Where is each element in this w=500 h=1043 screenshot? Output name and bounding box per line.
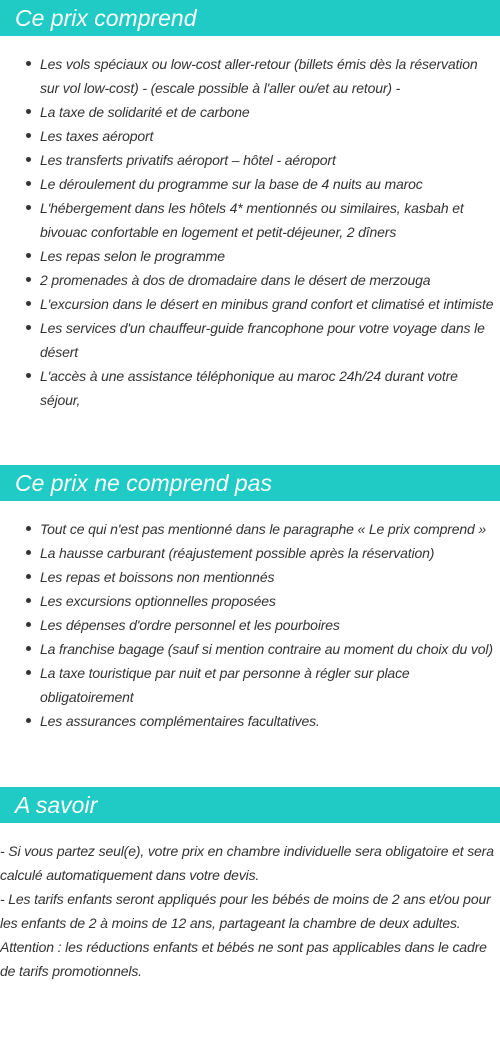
a-savoir-paragraph (0, 823, 500, 983)
list-item: Les transferts privatifs aéroport – hôtel - aéroport (0, 148, 500, 172)
list-item: Tout ce qui n'est pas mentionné dans le paragraphe « Le prix comprend » (0, 517, 500, 541)
list-item: La taxe touristique par nuit et par personne à régler sur place obligatoirement (0, 661, 500, 709)
list-item: Les services d'un chauffeur-guide francophone pour votre voyage dans le désert (0, 316, 500, 364)
list-item: La hausse carburant (réajustement possible après la réservation) (0, 541, 500, 565)
list-item: Les dépenses d'ordre personnel et les pourboires (0, 613, 500, 637)
info-line: Attention : les réductions enfants et bébés ne sont pas applicables dans le cadre de tarifs promotionnels. (0, 939, 487, 979)
list-item: Les taxes aéroport (0, 124, 500, 148)
list-item: Les excursions optionnelles proposées (0, 589, 500, 613)
list-item: L'hébergement dans les hôtels 4* mentionnés ou similaires, kasbah et bivouac confortable en logement et petit-déjeuner, 2 dîners (0, 196, 500, 244)
list-item: La taxe de solidarité et de carbone (0, 100, 500, 124)
list-item: Les repas et boissons non mentionnés (0, 565, 500, 589)
excluded-list (0, 501, 500, 733)
section-title-a-savoir: A savoir (0, 787, 500, 823)
list-item: Les assurances complémentaires facultatives. (0, 709, 500, 733)
list-item: Le déroulement du programme sur la base de 4 nuits au maroc (0, 172, 500, 196)
list-item: L'excursion dans le désert en minibus grand confort et climatisé et intimiste (0, 292, 500, 316)
info-line: - Les tarifs enfants seront appliqués pour les bébés de moins de 2 ans et/ou pour les enfants de 2 à moins de 12 ans, partageant la chambre de deux adultes. (0, 891, 491, 931)
section-title-ce-prix-comprend: Ce prix comprend (0, 0, 500, 36)
list-item: 2 promenades à dos de dromadaire dans le désert de merzouga (0, 268, 500, 292)
list-item: Les vols spéciaux ou low-cost aller-retour (billets émis dès la réservation sur vol low-cost) - (escale possible à l'aller ou/et au retour) - (0, 52, 500, 100)
included-list (0, 36, 500, 412)
list-item: L'accès à une assistance téléphonique au maroc 24h/24 durant votre séjour, (0, 364, 500, 412)
section-title-ce-prix-ne-comprend-pas: Ce prix ne comprend pas (0, 465, 500, 501)
info-line: - Si vous partez seul(e), votre prix en chambre individuelle sera obligatoire et sera calculé automatiquement dans votre devis. (0, 843, 494, 883)
list-item: La franchise bagage (sauf si mention contraire au moment du choix du vol) (0, 637, 500, 661)
list-item: Les repas selon le programme (0, 244, 500, 268)
